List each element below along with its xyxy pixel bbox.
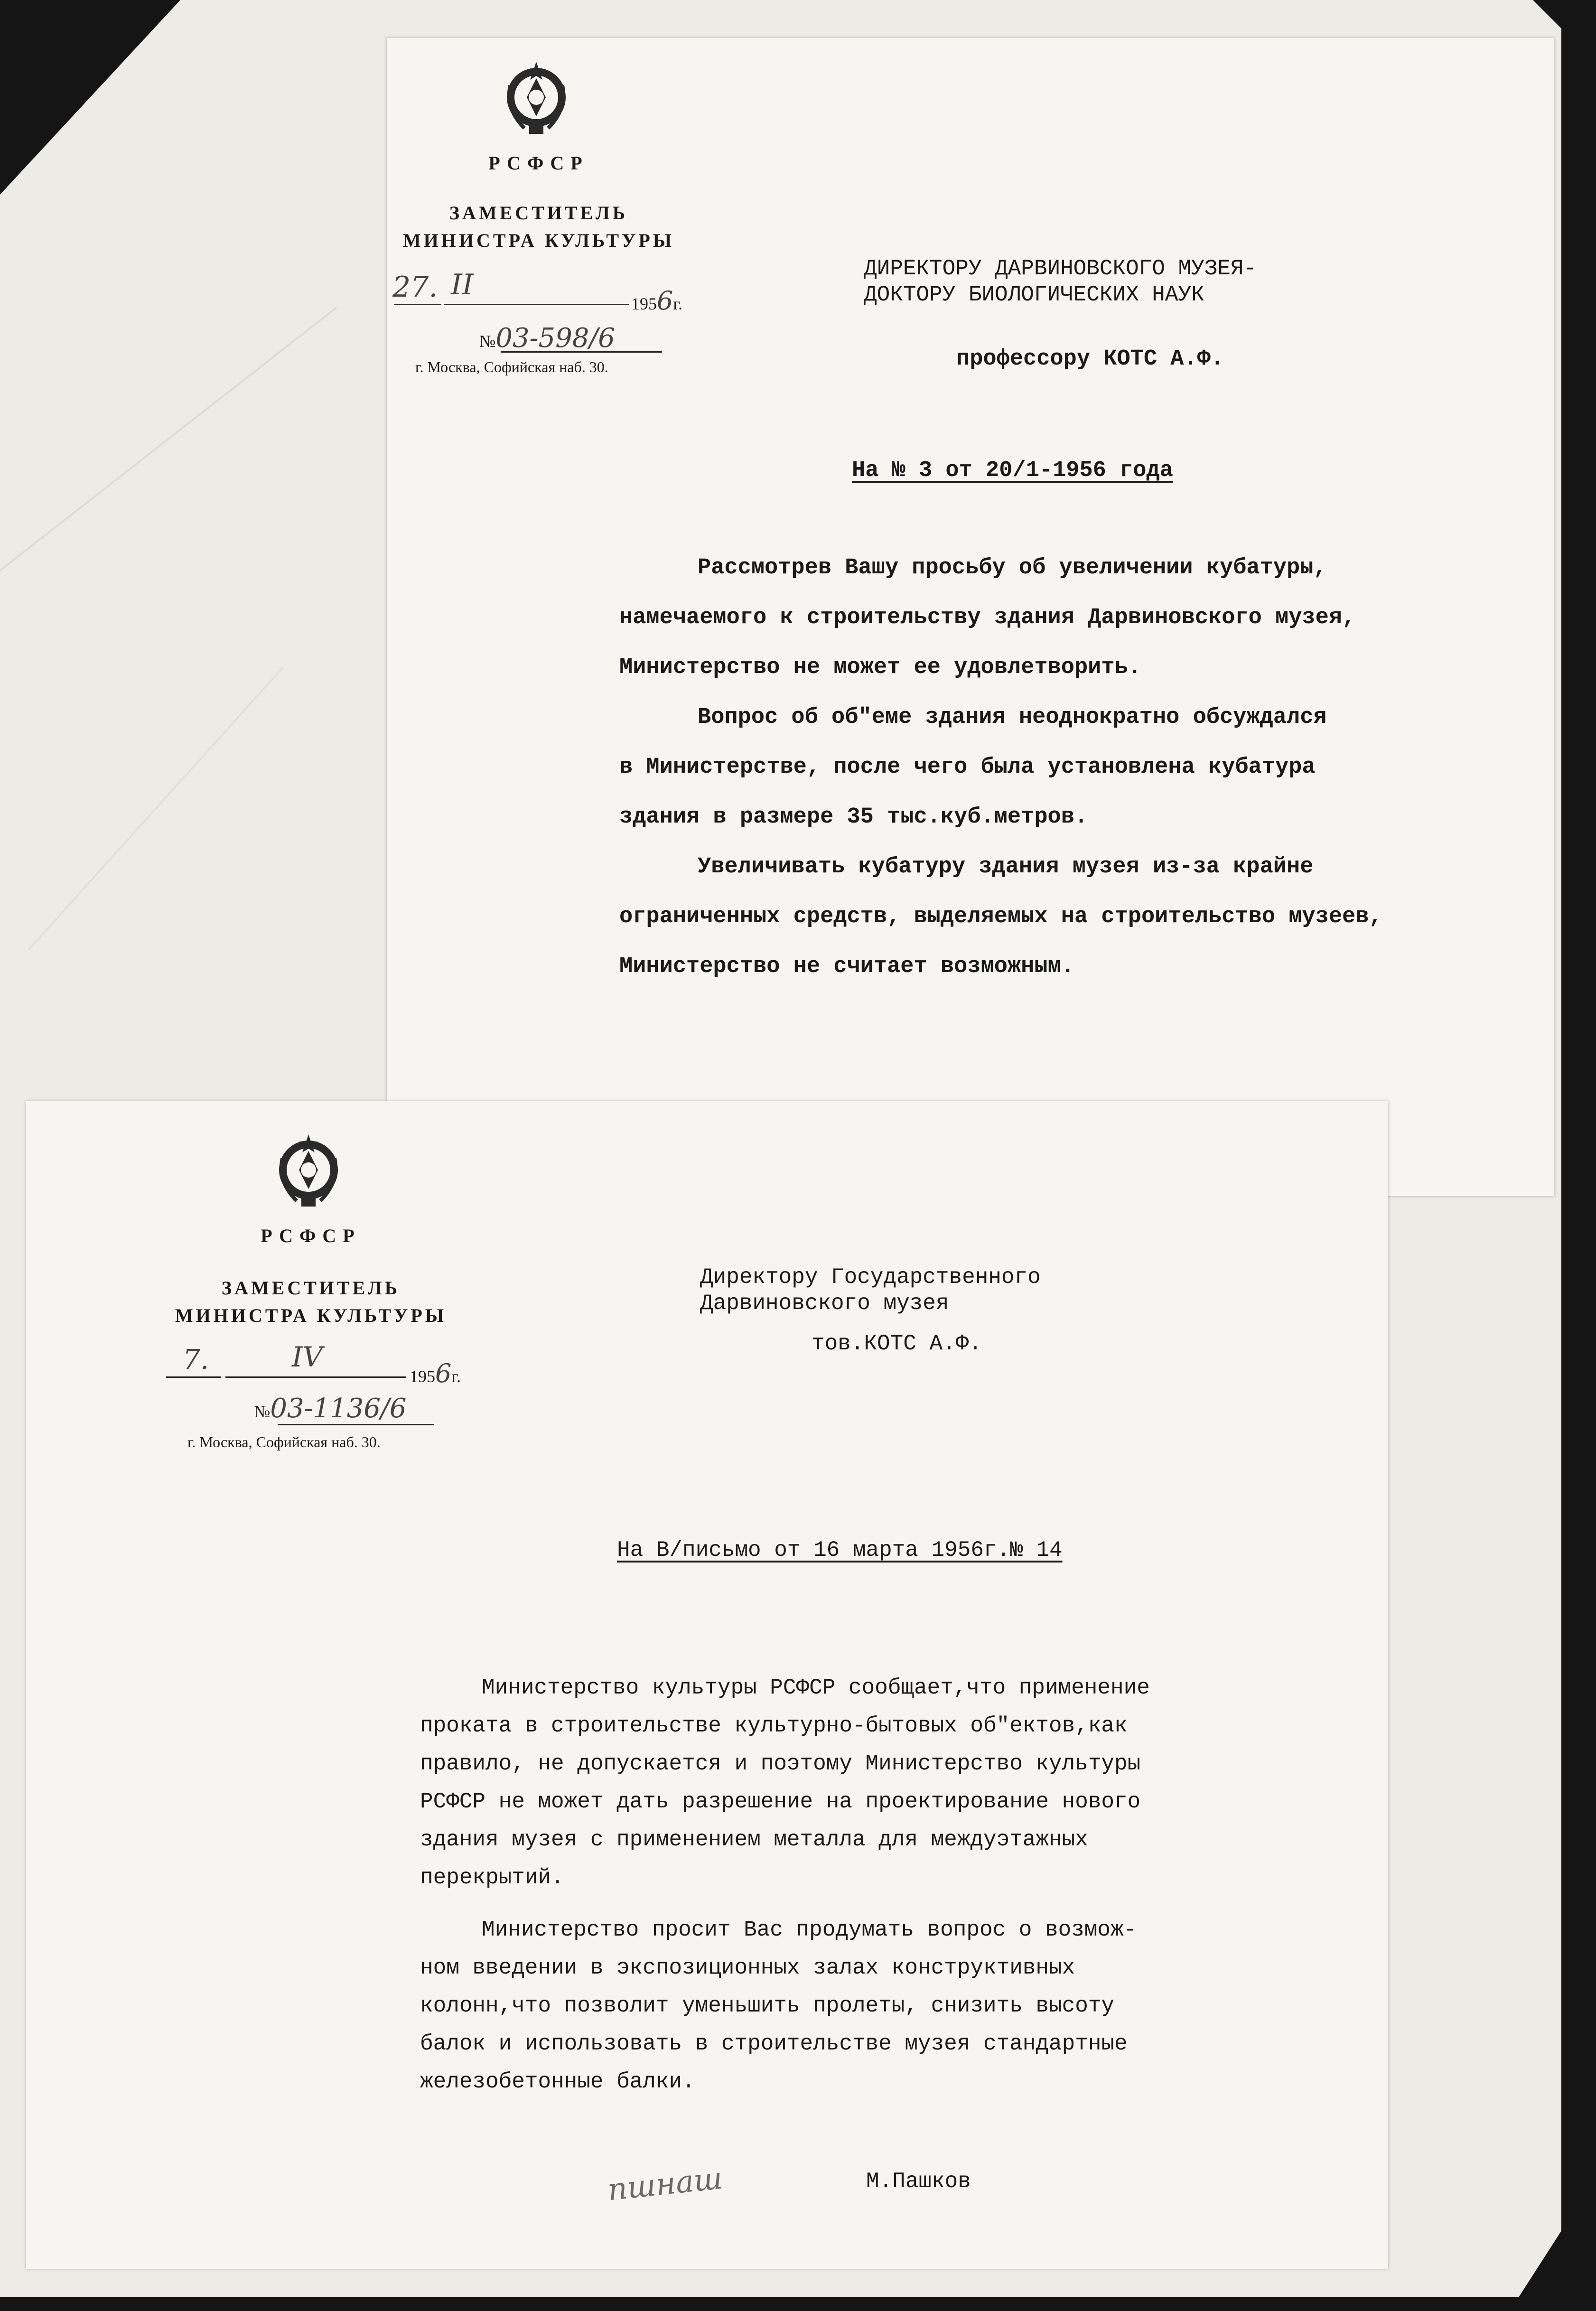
body-line: Министерство не может ее удовлетворить. [619, 655, 1141, 680]
rsfsr-emblem-icon [501, 57, 572, 138]
date-year-hand: 6 [657, 286, 673, 316]
recipient-line-2: Дарвиновского музея [700, 1291, 949, 1316]
reference-line: На В/письмо от 16 марта 1956г.№ 14 [617, 1538, 1063, 1562]
body-line: РСФСР не может дать разрешение на проектирование нового [420, 1789, 1141, 1814]
letterhead-address: г. Москва, Софийская наб. 30. [415, 358, 608, 375]
letter-1 [387, 38, 1554, 1196]
body-line: железобетонные балки. [420, 2069, 695, 2094]
signatory-name: М.Пашков [866, 2169, 971, 2194]
date-month-line [444, 304, 629, 305]
date-month: II [451, 268, 474, 301]
number-line [278, 1424, 434, 1425]
body-line: Министерство просит Вас продумать вопрос о возмож- [482, 1918, 1137, 1942]
body-line: Рассмотрев Вашу просьбу об увеличении кубатуры, [698, 555, 1327, 580]
body-line: ном введении в экспозиционных залах конструктивных [420, 1955, 1075, 1980]
letterhead-country: РСФСР [488, 152, 589, 174]
date-month: IV [292, 1341, 323, 1373]
recipient-line-3: тов.КОТС А.Ф. [812, 1331, 982, 1356]
paper-fold [28, 667, 283, 951]
date-year-suffix: г. [451, 1367, 461, 1386]
body-line: ограниченных средств, выделяемых на строительство музеев, [619, 904, 1382, 929]
document-number: 03-598/6 [495, 323, 615, 354]
date-year-prefix: 195 [631, 294, 657, 313]
body-line: перекрытий. [420, 1865, 564, 1890]
letterhead-title-1: ЗАМЕСТИТЕЛЬ [221, 1277, 401, 1299]
date-day: 27. [392, 271, 438, 304]
date-day-line [394, 304, 441, 305]
letterhead-date [392, 271, 438, 304]
date-year-prefix: 195 [410, 1367, 435, 1386]
number-prefix: № [254, 1402, 271, 1421]
body-line: Увеличивать кубатуру здания музея из-за крайне [698, 854, 1314, 879]
letterhead-title-1: ЗАМЕСТИТЕЛЬ [449, 202, 628, 224]
date-day-line [166, 1376, 221, 1378]
body-line: Вопрос об об"еме здания неоднократно обсуждался [698, 705, 1327, 730]
date-year-hand: 6 [435, 1358, 452, 1388]
paper-fold [0, 307, 337, 571]
body-line: правило, не допускается и поэтому Министерство культуры [420, 1751, 1141, 1776]
document-number: 03-1136/6 [270, 1393, 407, 1424]
recipient-line-1: Директору Государственного [700, 1265, 1041, 1290]
number-line [501, 351, 662, 353]
body-line: Министерство не считает возможным. [619, 954, 1074, 979]
letterhead-country: РСФСР [261, 1225, 361, 1246]
body-line: в Министерстве, после чего была установлена кубатура [619, 755, 1316, 780]
letterhead-address: г. Москва, Софийская наб. 30. [187, 1433, 381, 1450]
recipient-line-2: ДОКТОРУ БИОЛОГИЧЕСКИХ НАУК [864, 282, 1204, 307]
letter-2 [26, 1101, 1388, 2269]
letterhead-title-2: МИНИСТРА КУЛЬТУРЫ [175, 1305, 447, 1326]
body-line: проката в строительстве культурно-бытовых об"ектов,как [420, 1713, 1128, 1738]
date-year-suffix: г. [673, 294, 683, 313]
date-day: 7. [183, 1343, 209, 1375]
body-line: намечаемого к строительству здания Дарвиновского музея, [619, 605, 1356, 630]
body-line: Министерство культуры РСФСР сообщает,что применение [482, 1675, 1150, 1700]
rsfsr-emblem-icon [273, 1130, 344, 1210]
handwritten-signature: пшнаш [606, 2161, 724, 2208]
body-line: здания в размере 35 тыс.куб.метров. [619, 805, 1088, 830]
body-line: здания музея с применением металла для междуэтажных [420, 1827, 1088, 1852]
body-line: колонн,что позволит уменьшить пролеты, снизить высоту [420, 1993, 1115, 2018]
letterhead-title-2: МИНИСТРА КУЛЬТУРЫ [402, 230, 675, 251]
recipient-line-3: профессору КОТС А.Ф. [956, 346, 1224, 372]
number-prefix: № [479, 332, 496, 351]
reference-line: На № 3 от 20/1-1956 года [852, 458, 1173, 483]
body-line: балок и использовать в строительстве музея стандартные [420, 2031, 1128, 2056]
recipient-line-1: ДИРЕКТОРУ ДАРВИНОВСКОГО МУЗЕЯ- [864, 256, 1257, 281]
date-month-line [225, 1376, 406, 1378]
